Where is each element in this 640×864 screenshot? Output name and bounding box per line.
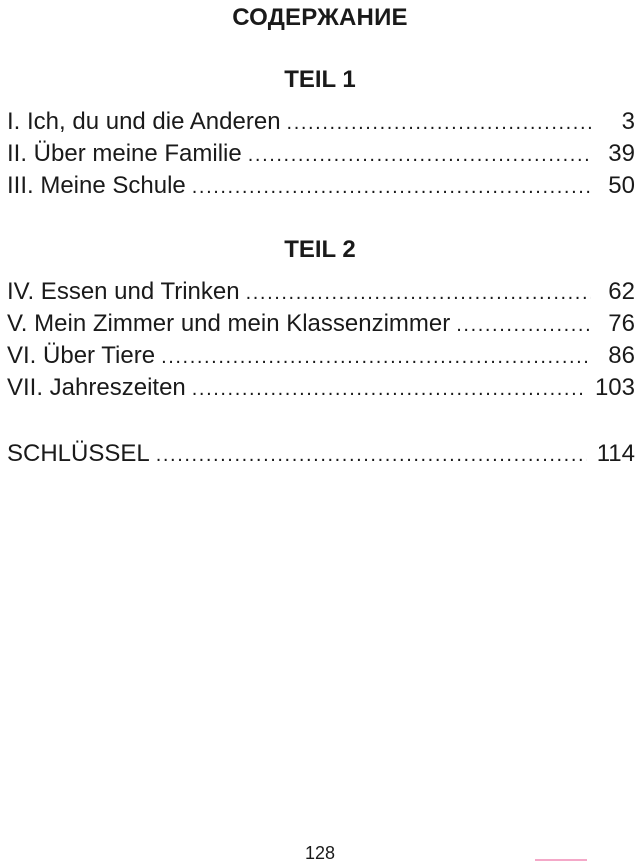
toc-entry-label: III. Meine Schule [7,172,186,199]
toc-entry[interactable] [7,372,635,404]
page-title: СОДЕРЖАНИЕ [232,4,408,31]
edge-mark [535,859,587,861]
dot-leader [456,309,591,341]
toc-list-teil-1 [7,106,635,202]
dot-leader [192,171,591,203]
dot-leader [161,341,591,373]
toc-entry[interactable] [7,276,635,308]
toc-entry-page: 62 [608,278,635,305]
dot-leader [192,373,585,405]
section-heading-teil-2: TEIL 2 [284,236,356,263]
dot-leader [287,107,591,139]
section-heading-teil-1: TEIL 1 [284,66,356,93]
toc-entry-label: I. Ich, du und die Anderen [7,108,281,135]
toc-list-teil-2 [7,276,635,404]
toc-entry-label: IV. Essen und Trinken [7,278,240,305]
toc-entry-page: 39 [608,140,635,167]
toc-entry[interactable] [7,308,635,340]
dot-leader [156,439,587,471]
toc-entry-schluessel[interactable] [7,438,635,470]
toc-entry-label: V. Mein Zimmer und mein Klassenzimmer [7,310,451,337]
toc-list-appendix [7,438,635,470]
toc-entry-page: 3 [621,108,635,135]
dot-leader [246,277,591,309]
toc-entry[interactable] [7,170,635,202]
toc-entry-label: VI. Über Tiere [7,342,156,369]
toc-entry-label: VII. Jahreszeiten [7,374,186,401]
page-number: 128 [304,843,336,863]
toc-entry-label: II. Über meine Familie [7,140,242,167]
dot-leader [248,139,591,171]
toc-entry[interactable] [7,138,635,170]
toc-entry-page: 50 [608,172,635,199]
toc-entry-page: 114 [596,440,635,467]
toc-entry[interactable] [7,340,635,372]
toc-entry[interactable] [7,106,635,138]
toc-entry-page: 103 [594,374,635,401]
toc-entry-page: 76 [608,310,635,337]
toc-entry-label: SCHLÜSSEL [7,440,150,467]
toc-entry-page: 86 [608,342,635,369]
